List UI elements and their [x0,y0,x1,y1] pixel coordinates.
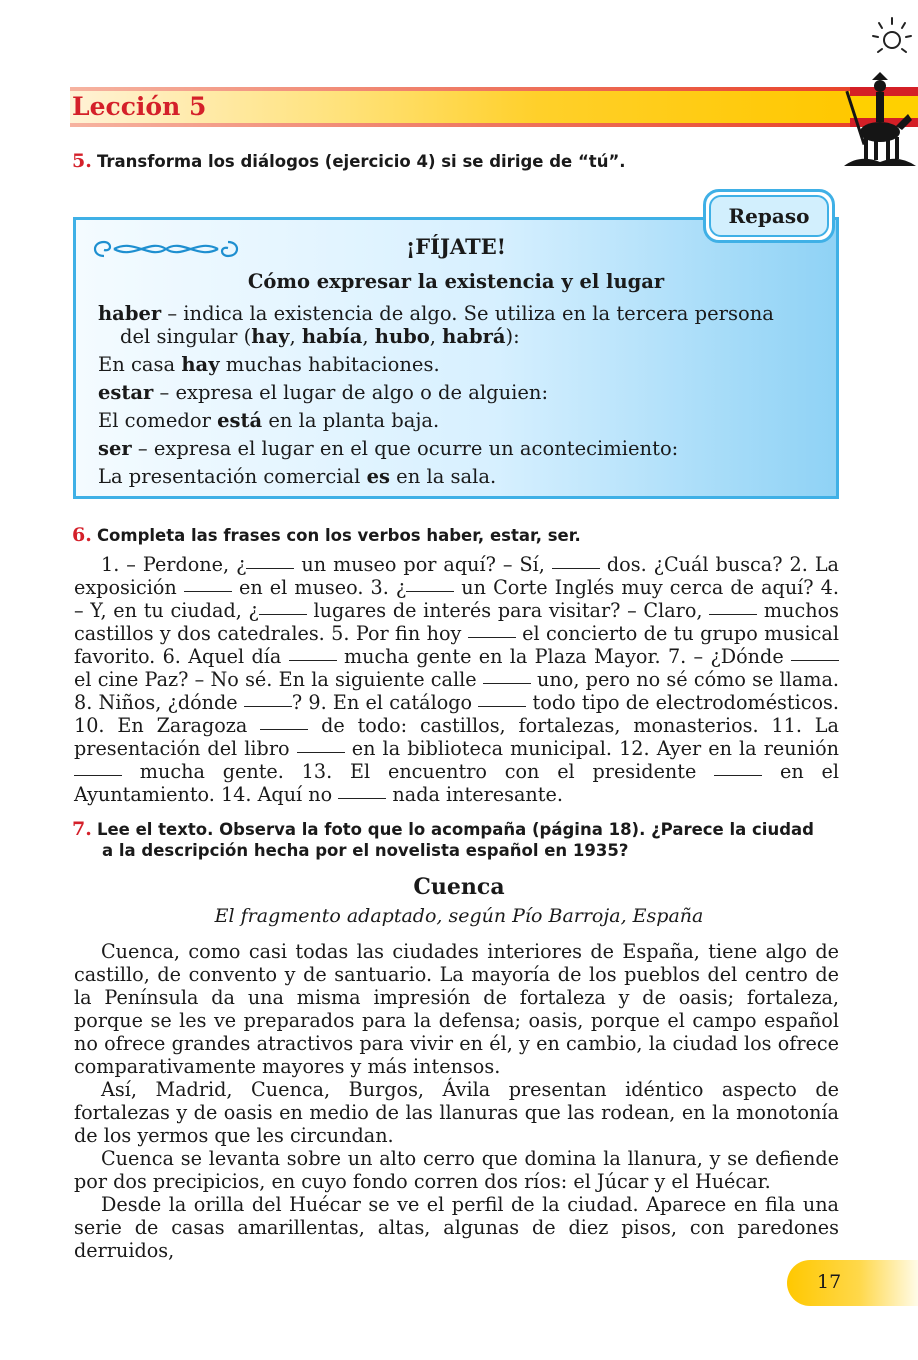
answer-blank[interactable] [552,568,600,569]
exercise-text-segment: el cine Paz? – No sé. En la siguiente calle [74,668,483,691]
exercise-6-heading [72,524,581,546]
exercise-instruction: Completa las frases con los verbos haber, estar, ser. [96,526,581,545]
estar-definition [98,381,548,404]
exercise-text-segment: ? 9. En el catálogo [291,691,479,714]
answer-blank[interactable] [791,660,839,661]
example-verb: está [217,409,263,432]
reading-paragraph: Desde la orilla del Huécar se ve el perfil de la ciudad. Aparece en fila una serie de casas amarillentas, altas, algunas de diez pisos, con paredones derruidos, [74,1193,839,1262]
example-verb: es [366,465,390,488]
answer-blank[interactable] [289,660,337,661]
exercise-text-segment: nada interesante. [386,783,563,806]
answer-blank[interactable] [338,798,386,799]
reading-paragraph: Cuenca, como casi todas las ciudades interiores de España, tiene algo de castillo, de convento y de santuario. La mayoría de los pueblos del centro de la Península da una misma impresión de fortaleza y de oasis; fortaleza, porque se les ve preparados para la defensa; oasis, porque el campo español no ofrece grandes atractivos para vivir en él, y en cambio, la ciudad los ofrece comparativamente mayores y más intensos. [74,940,839,1078]
fill-in-paragraph [74,553,839,806]
exercise-text-segment: muchos castillos y dos catedrales. 5. Por fin hoy [74,599,839,645]
example-post: en la sala. [389,465,497,488]
exercise-text-segment: todo tipo de electrodomésticos. 10. En Zaragoza [74,691,839,737]
exercise-text-segment: un museo por aquí? – Sí, [294,553,552,576]
term-haber: haber [98,302,162,325]
answer-blank[interactable] [468,637,516,638]
repaso-label: Repaso [709,195,829,237]
exercise-instruction: Transforma los diálogos (ejercicio 4) si se dirige de “tú”. [96,152,626,171]
reading-title: Cuenca [413,874,505,900]
ser-example [98,465,496,488]
answer-blank[interactable] [297,752,345,753]
example-pre: La presentación comercial [98,465,367,488]
answer-blank[interactable] [259,614,307,615]
form-habra: habrá [442,325,506,348]
exercise-text-segment: un Corte Inglés muy cerca de aquí? 4. – Y, en tu ciudad, ¿ [74,576,839,622]
answer-blank[interactable] [74,775,122,776]
exercise-text-segment: dos. ¿Cuál busca? 2. La exposición [74,553,839,599]
exercise-text-segment: mucha gente. 13. El encuentro con el presidente [122,760,715,783]
exercise-text-segment: uno, pero no sé cómo se llama. 8. Niños, ¿dónde [74,668,839,714]
exercise-text-segment: en la biblioteca municipal. 12. Ayer en la reunión [344,737,839,760]
repaso-tag [703,189,835,243]
reading-text [74,940,839,1262]
example-post: muchas habitaciones. [219,353,440,376]
exercise-5-heading [72,150,626,172]
exercise-text-segment: el concierto de tu grupo musical favorito. 6. Aquel día [74,622,839,668]
reading-source: El fragmento adaptado, según Pío Barroja, España [214,905,704,927]
exercise-number: 7. [72,818,92,840]
haber-text-2: del singular ( [120,325,252,348]
estar-example [98,409,439,432]
example-pre: El comedor [98,409,218,432]
ser-definition [98,437,678,460]
answer-blank[interactable] [709,614,757,615]
answer-blank[interactable] [406,591,454,592]
exercise-text-segment: en el Ayuntamiento. 14. Aquí no [74,760,839,806]
form-hay: hay [251,325,290,348]
reading-paragraph: Así, Madrid, Cuenca, Burgos, Ávila presentan idéntico aspecto de fortalezas y de oasis en medio de las llanuras que las rodean, en la monotonía de los yermos que les circundan. [74,1078,839,1147]
page-number-tab [787,1260,918,1306]
ser-text: – expresa el lugar en el que ocurre un acontecimiento: [131,437,679,460]
haber-definition-continued: del singular (hay, había, hubo, habrá): [120,325,520,348]
answer-blank[interactable] [184,591,232,592]
example-verb: hay [181,353,220,376]
exercise-number: 6. [72,524,92,546]
grammar-box [73,217,839,499]
form-hubo: hubo [374,325,430,348]
exercise-instruction-line1: Lee el texto. Observa la foto que lo acompaña (página 18). ¿Parece la ciudad [96,820,814,839]
box-title: ¡FÍJATE! [406,234,506,259]
exercise-text-segment: lugares de interés para visitar? – Claro, [306,599,710,622]
sun-icon [868,14,916,62]
exercise-number: 5. [72,150,92,172]
haber-text: – indica la existencia de algo. Se utiliza en la tercera persona [161,302,774,325]
exercise-6-text [74,553,839,806]
answer-blank[interactable] [260,729,308,730]
exercise-7-heading [72,818,814,840]
answer-blank[interactable] [244,706,292,707]
exercise-text-segment: 1. – Perdone, ¿ [101,553,247,576]
exercise-text-segment: mucha gente en la Plaza Mayor. 7. – ¿Dónde [336,645,791,668]
exercise-instruction-line2: a la descripción hecha por el novelista español en 1935? [102,841,629,860]
term-estar: estar [98,381,154,404]
header-stripe-bottom [70,123,850,127]
answer-blank[interactable] [246,568,294,569]
term-ser: ser [98,437,132,460]
example-post: en la planta baja. [262,409,440,432]
reading-paragraph: Cuenca se levanta sobre un alto cerro que domina la llanura, y se defiende por dos precipicios, en cuyo fondo corren dos ríos: el Júcar y el Huécar. [74,1147,839,1193]
answer-blank[interactable] [483,683,531,684]
page-number: 17 [817,1271,842,1293]
estar-text: – expresa el lugar de algo o de alguien: [153,381,549,404]
don-quixote-icon [840,70,918,170]
haber-definition [98,302,774,325]
box-subtitle: Cómo expresar la existencia y el lugar [247,270,665,293]
exercise-text-segment: de todo: castillos, fortalezas, monasterios. 11. La presentación del libro [74,714,839,760]
answer-blank[interactable] [478,706,526,707]
haber-close: ): [505,325,520,348]
haber-example [98,353,440,376]
answer-blank[interactable] [714,775,762,776]
header-stripe-top [70,87,850,91]
lesson-title: Lección 5 [72,92,207,121]
exercise-text-segment: en el museo. 3. ¿ [231,576,407,599]
form-habia: había [301,325,363,348]
example-pre: En casa [98,353,182,376]
